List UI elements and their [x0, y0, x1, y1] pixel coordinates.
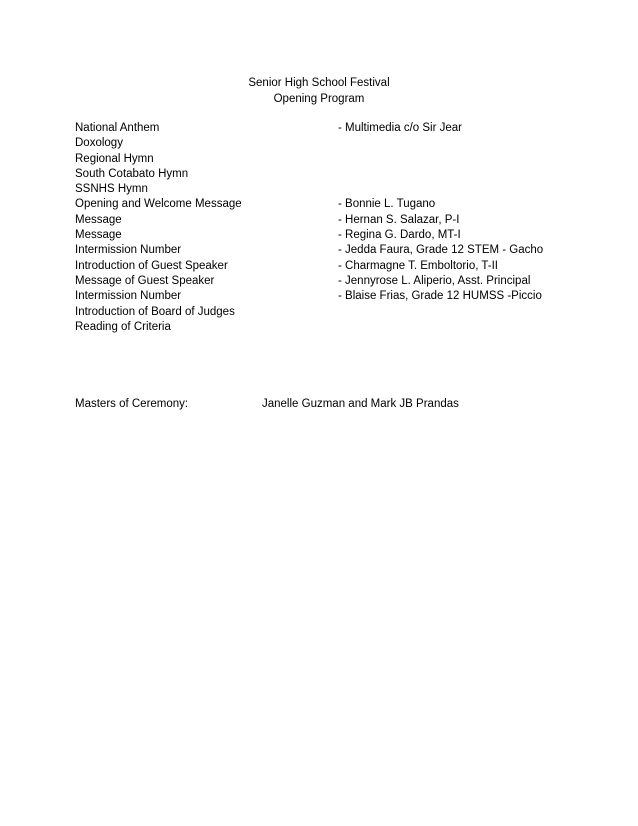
program-item: Doxology — [75, 137, 123, 150]
program-row — [75, 152, 595, 167]
program-list — [75, 121, 595, 335]
program-item: Introduction of Board of Judges — [75, 305, 235, 318]
document-subtitle: Opening Program — [273, 92, 365, 105]
program-item: SSNHS Hymn — [75, 183, 148, 196]
mc-names: Janelle Guzman and Mark JB Prandas — [262, 398, 459, 410]
program-performer: - Charmagne T. Emboltorio, T-II — [338, 259, 499, 272]
program-performer: - Bonnie L. Tugano — [338, 198, 436, 211]
program-item: Intermission Number — [75, 290, 182, 303]
program-item: South Cotabato Hymn — [75, 167, 189, 180]
program-performer: - Hernan S. Salazar, P-I — [338, 213, 460, 226]
program-row — [75, 167, 595, 182]
program-item: Message of Guest Speaker — [75, 274, 215, 287]
program-item: Introduction of Guest Speaker — [75, 259, 228, 272]
program-row — [75, 182, 595, 197]
program-row — [75, 274, 595, 289]
program-row — [75, 243, 595, 258]
program-item: Intermission Number — [75, 244, 182, 257]
program-row — [75, 136, 595, 151]
program-row — [75, 213, 595, 228]
title-block — [0, 76, 638, 107]
program-row — [75, 197, 595, 212]
program-performer: - Regina G. Dardo, MT-I — [338, 229, 461, 242]
program-row — [75, 289, 595, 304]
program-item: Message — [75, 213, 122, 226]
program-row — [75, 228, 595, 243]
mc-label: Masters of Ceremony: — [75, 398, 189, 410]
program-row — [75, 121, 595, 136]
program-item: National Anthem — [75, 122, 160, 134]
program-performer: - Jedda Faura, Grade 12 STEM - Gacho — [338, 244, 544, 257]
program-item: Reading of Criteria — [75, 320, 171, 333]
program-performer: - Blaise Frias, Grade 12 HUMSS -Piccio — [338, 290, 542, 303]
program-row — [75, 305, 595, 320]
document-title: Senior High School Festival — [248, 77, 390, 89]
program-row — [75, 259, 595, 274]
program-item: Regional Hymn — [75, 152, 154, 165]
program-performer: - Jennyrose L. Aliperio, Asst. Principal — [338, 274, 531, 287]
program-item: Opening and Welcome Message — [75, 198, 242, 211]
program-performer: - Multimedia c/o Sir Jear — [338, 122, 462, 134]
program-item: Message — [75, 229, 122, 242]
masters-of-ceremony — [75, 396, 595, 412]
program-row — [75, 320, 595, 335]
